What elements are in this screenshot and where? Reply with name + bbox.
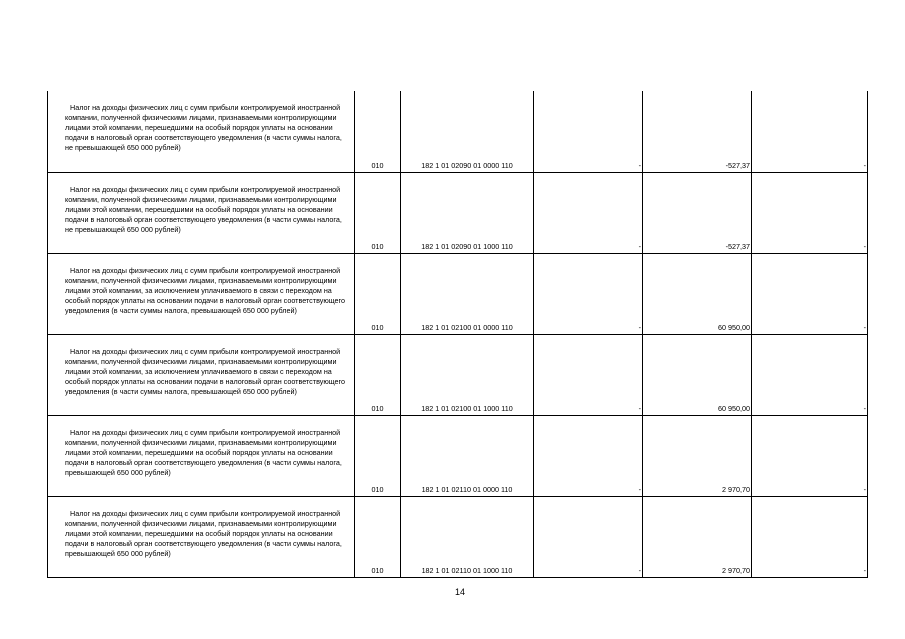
row-col5-cell: -527,37 — [643, 172, 752, 253]
row-name-cell: Налог на доходы физических лиц с сумм прибыли контролируемой иностранной компании, полученной физическими лицами, признаваемыми контролирующими лицами этой компании, перешедшими на особый порядок уплаты на основании подачи в налоговый орган соответствующего уведомления (в части суммы налога, не превышающей 650 000 рублей) — [48, 91, 355, 172]
row-col6-cell: - — [752, 253, 868, 334]
row-kbk-cell: 182 1 01 02100 01 0000 110 — [401, 253, 534, 334]
row-col5-cell: 60 950,00 — [643, 253, 752, 334]
row-col5-cell: 2 970,70 — [643, 415, 752, 496]
page-number: 14 — [454, 587, 465, 597]
row-col4-cell: - — [534, 253, 643, 334]
row-kbk-cell: 182 1 01 02090 01 0000 110 — [401, 91, 534, 172]
row-kbk-cell: 182 1 01 02100 01 1000 110 — [401, 334, 534, 415]
row-name-cell: Налог на доходы физических лиц с сумм прибыли контролируемой иностранной компании, полученной физическими лицами, признаваемыми контролирующими лицами этой компании, за исключением уплачиваемого в связи с переходом на особый порядок уплаты на основании подачи в налоговый орган соответствующего уведомления (в части суммы налога, превышающей 650 000 рублей) — [48, 253, 355, 334]
row-col5-cell: 2 970,70 — [643, 496, 752, 577]
row-col6-cell: - — [752, 172, 868, 253]
row-col6-cell: - — [752, 496, 868, 577]
row-code-cell: 010 — [355, 496, 401, 577]
row-col4-cell: - — [534, 415, 643, 496]
row-name-cell: Налог на доходы физических лиц с сумм прибыли контролируемой иностранной компании, полученной физическими лицами, признаваемыми контролирующими лицами этой компании, перешедшими на особый порядок уплаты на основании подачи в налоговый орган соответствующего уведомления (в части суммы налога, не превышающей 650 000 рублей) — [48, 172, 355, 253]
row-col5-cell: -527,37 — [643, 91, 752, 172]
row-code-cell: 010 — [355, 334, 401, 415]
row-col4-cell: - — [534, 334, 643, 415]
table-row — [48, 334, 868, 415]
row-col4-cell: - — [534, 496, 643, 577]
report-table — [47, 91, 868, 578]
row-col6-cell: - — [752, 415, 868, 496]
table-row — [48, 172, 868, 253]
row-kbk-cell: 182 1 01 02110 01 0000 110 — [401, 415, 534, 496]
row-code-cell: 010 — [355, 91, 401, 172]
table-row — [48, 253, 868, 334]
row-name-cell: Налог на доходы физических лиц с сумм прибыли контролируемой иностранной компании, полученной физическими лицами, признаваемыми контролирующими лицами этой компании, перешедшими на особый порядок уплаты на основании подачи в налоговый орган соответствующего уведомления (в части суммы налога, превышающей 650 000 рублей) — [48, 496, 355, 577]
row-col4-cell: - — [534, 172, 643, 253]
row-col4-cell: - — [534, 91, 643, 172]
row-col5-cell: 60 950,00 — [643, 334, 752, 415]
row-kbk-cell: 182 1 01 02110 01 1000 110 — [401, 496, 534, 577]
row-code-cell: 010 — [355, 253, 401, 334]
row-kbk-cell: 182 1 01 02090 01 1000 110 — [401, 172, 534, 253]
row-name-cell: Налог на доходы физических лиц с сумм прибыли контролируемой иностранной компании, полученной физическими лицами, признаваемыми контролирующими лицами этой компании, перешедшими на особый порядок уплаты на основании подачи в налоговый орган соответствующего уведомления (в части суммы налога, превышающей 650 000 рублей) — [48, 415, 355, 496]
table-row — [48, 91, 868, 172]
row-code-cell: 010 — [355, 415, 401, 496]
row-col6-cell: - — [752, 334, 868, 415]
row-code-cell: 010 — [355, 172, 401, 253]
table-row — [48, 415, 868, 496]
row-col6-cell: - — [752, 91, 868, 172]
table-row — [48, 496, 868, 577]
row-name-cell: Налог на доходы физических лиц с сумм прибыли контролируемой иностранной компании, полученной физическими лицами, признаваемыми контролирующими лицами этой компании, за исключением уплачиваемого в связи с переходом на особый порядок уплаты на основании подачи в налоговый орган соответствующего уведомления (в части суммы налога, превышающей 650 000 рублей) — [48, 334, 355, 415]
